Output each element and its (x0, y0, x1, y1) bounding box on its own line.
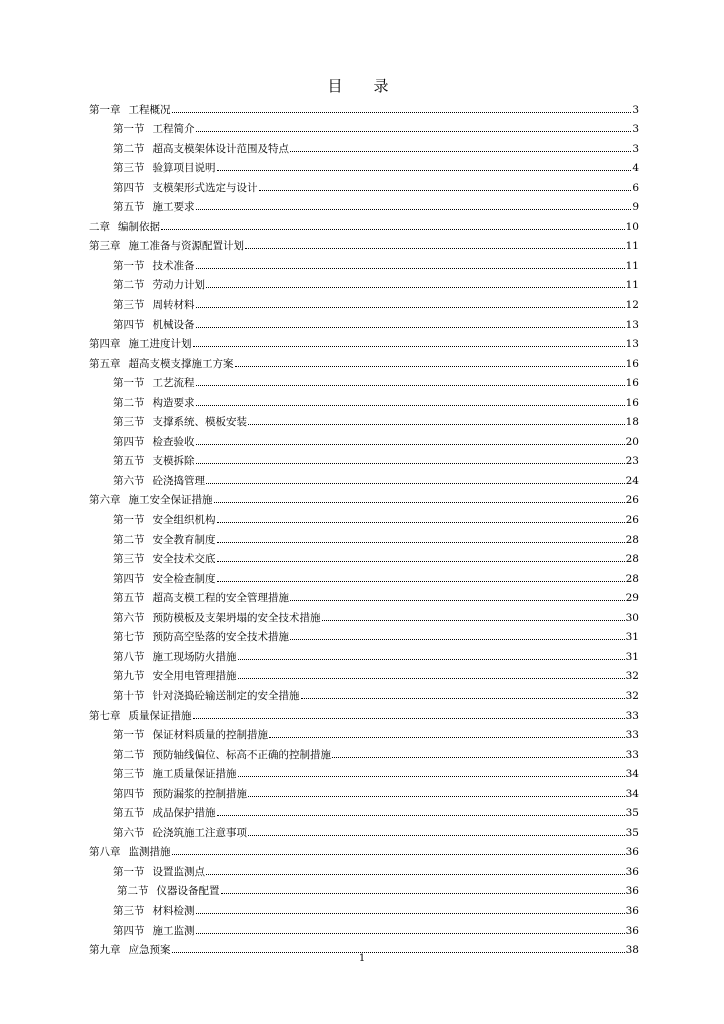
toc-entry-number: 第七节 (113, 631, 145, 644)
toc-entry-label (113, 455, 195, 467)
toc-entry-title: 材料检测 (152, 904, 195, 917)
toc-entry-number: 第四节 (113, 181, 145, 194)
toc-section-entry[interactable] (89, 409, 639, 429)
toc-entry-title: 构造要求 (152, 396, 195, 409)
toc-section-entry[interactable] (89, 761, 639, 781)
toc-section-entry[interactable] (89, 467, 639, 487)
toc-entry-label (113, 553, 216, 565)
toc-entry-label (113, 475, 205, 487)
toc-entry-label (113, 905, 195, 917)
toc-entry-page: 28 (625, 572, 639, 585)
toc-entry-page: 20 (625, 435, 639, 448)
toc-dot-leader (235, 366, 625, 367)
toc-dot-leader (217, 522, 625, 523)
toc-entry-page: 32 (625, 689, 639, 702)
toc-entry-number: 第二节 (113, 748, 145, 761)
toc-entry-number: 第三章 (89, 240, 121, 253)
toc-entry-title: 砼浇捣管理 (152, 474, 205, 487)
toc-entry-label (113, 377, 195, 389)
toc-section-entry[interactable] (89, 917, 639, 937)
toc-entry-number: 第二节 (113, 142, 145, 155)
toc-entry-title: 施工进度计划 (128, 338, 192, 351)
toc-section-entry[interactable] (89, 858, 639, 878)
toc-entry-title: 验算项目说明 (152, 162, 216, 175)
toc-entry-title: 工程概况 (128, 103, 171, 116)
toc-section-entry[interactable] (89, 878, 639, 898)
toc-entry-label (113, 592, 289, 604)
toc-entry-number: 第一节 (113, 865, 145, 878)
toc-entry-page: 35 (625, 807, 639, 820)
toc-entry-page: 34 (625, 787, 639, 800)
toc-dot-leader (196, 268, 625, 269)
toc-entry-label (113, 182, 258, 194)
toc-dot-leader (172, 112, 632, 113)
toc-dot-leader (172, 854, 625, 855)
toc-entry-number: 第三节 (113, 162, 145, 175)
toc-entry-number: 第五节 (113, 807, 145, 820)
toc-section-entry[interactable] (89, 174, 639, 194)
toc-section-entry[interactable] (89, 135, 639, 155)
toc-entry-title: 超高支模工程的安全管理措施 (152, 592, 289, 605)
toc-entry-number: 第一节 (113, 729, 145, 742)
toc-entry-page: 16 (625, 396, 639, 409)
toc-dot-leader (269, 737, 625, 738)
toc-entry-label (89, 221, 160, 233)
toc-entry-number: 第四章 (89, 338, 121, 351)
toc-dot-leader (196, 405, 625, 406)
toc-entry-label (113, 729, 268, 741)
toc-entry-number: 第一章 (89, 103, 121, 116)
toc-chapter-entry[interactable] (89, 233, 639, 253)
toc-section-entry[interactable] (89, 291, 639, 311)
toc-section-entry[interactable] (89, 428, 639, 448)
toc-entry-page: 38 (625, 944, 639, 957)
toc-dot-leader (196, 385, 625, 386)
toc-dot-leader (196, 913, 625, 914)
toc-entry-title: 预防高空坠落的安全技术措施 (152, 631, 289, 644)
toc-dot-leader (196, 327, 625, 328)
toc-entry-title: 安全技术交底 (152, 553, 216, 566)
toc-entry-label (113, 416, 247, 428)
toc-entry-title: 设置监测点 (152, 865, 205, 878)
toc-entry-page: 36 (625, 865, 639, 878)
toc-entry-label (89, 494, 213, 506)
toc-entry-label (113, 201, 195, 213)
toc-dot-leader (221, 893, 625, 894)
toc-entry-page: 11 (625, 279, 639, 292)
toc-entry-page: 13 (625, 338, 639, 351)
toc-entry-page: 6 (632, 181, 639, 194)
toc-section-entry[interactable] (89, 116, 639, 136)
toc-chapter-entry[interactable] (89, 96, 639, 116)
toc-dot-leader (196, 933, 625, 934)
toc-entry-number: 第三节 (113, 299, 145, 312)
toc-dot-leader (238, 659, 625, 660)
toc-entry-page: 10 (625, 220, 639, 233)
toc-entry-number: 第四节 (113, 572, 145, 585)
toc-entry-number: 第七章 (89, 709, 121, 722)
toc-entry-title: 质量保证措施 (128, 709, 192, 722)
toc-entry-label (113, 260, 195, 272)
toc-entry-number: 第三节 (113, 416, 145, 429)
toc-dot-leader (196, 307, 625, 308)
toc-entry-label (113, 436, 195, 448)
toc-section-entry[interactable] (89, 311, 639, 331)
toc-entry-number: 第五节 (113, 201, 145, 214)
toc-section-entry[interactable] (89, 800, 639, 820)
toc-entry-label (113, 788, 247, 800)
toc-entry-title: 安全检查制度 (152, 572, 216, 585)
toc-entry-page: 34 (625, 768, 639, 781)
toc-entry-number: 第四节 (113, 924, 145, 937)
toc-entry-number: 第九章 (89, 944, 121, 957)
toc-entry-page: 18 (625, 416, 639, 429)
toc-entry-label (113, 299, 195, 311)
toc-section-entry[interactable] (89, 448, 639, 468)
toc-entry-number: 第八节 (113, 650, 145, 663)
toc-entry-title: 预防模板及支架坍塌的安全技术措施 (152, 611, 321, 624)
toc-entry-label (89, 846, 171, 858)
toc-entry-label (113, 573, 216, 585)
toc-entry-label (113, 651, 237, 663)
toc-section-entry[interactable] (89, 604, 639, 624)
toc-entry-title: 施工要求 (152, 201, 195, 214)
toc-entry-number: 第二节 (117, 885, 149, 898)
toc-entry-number: 第二节 (113, 533, 145, 546)
toc-entry-number: 第五章 (89, 357, 121, 370)
page-title: 目 录 (327, 77, 397, 95)
toc-entry-label (113, 768, 237, 780)
toc-entry-title: 超高支模架体设计范围及特点 (152, 142, 289, 155)
toc-dot-leader (214, 502, 625, 503)
toc-dot-leader (217, 581, 625, 582)
toc-entry-label (89, 240, 244, 252)
toc-entry-label (89, 338, 192, 350)
toc-entry-title: 检查验收 (152, 435, 195, 448)
toc-entry-label (113, 866, 205, 878)
toc-entry-title: 施工现场防火措施 (152, 650, 237, 663)
toc-entry-number: 第三节 (113, 768, 145, 781)
toc-entry-number: 第一节 (113, 377, 145, 390)
toc-entry-page: 29 (625, 592, 639, 605)
toc-entry-title: 安全组织机构 (152, 514, 216, 527)
toc-entry-number: 第五节 (113, 592, 145, 605)
toc-entry-title: 安全用电管理措施 (152, 670, 237, 683)
toc-entry-title: 支模拆除 (152, 455, 195, 468)
toc-dot-leader (161, 229, 625, 230)
toc-section-entry[interactable] (89, 506, 639, 526)
toc-section-entry[interactable] (89, 682, 639, 702)
toc-dot-leader (248, 424, 625, 425)
toc-entry-page: 28 (625, 553, 639, 566)
toc-section-entry[interactable] (89, 741, 639, 761)
toc-entry-label (89, 710, 192, 722)
toc-entry-page: 36 (625, 885, 639, 898)
toc-section-entry[interactable] (89, 526, 639, 546)
toc-dot-leader (259, 190, 632, 191)
toc-dot-leader (290, 151, 631, 152)
toc-dot-leader (322, 620, 625, 621)
toc-entry-page: 23 (625, 455, 639, 468)
toc-entry-number: 第四节 (113, 787, 145, 800)
toc-chapter-entry[interactable] (89, 331, 639, 351)
toc-section-entry[interactable] (89, 897, 639, 917)
toc-entry-page: 12 (625, 299, 639, 312)
toc-entry-page: 31 (625, 650, 639, 663)
toc-entry-title: 机械设备 (152, 318, 195, 331)
toc-entry-page: 11 (625, 259, 639, 272)
toc-entry-page: 28 (625, 533, 639, 546)
toc-section-entry[interactable] (89, 565, 639, 585)
toc-entry-title: 成品保护措施 (152, 807, 216, 820)
toc-dot-leader (238, 678, 625, 679)
toc-entry-page: 11 (625, 240, 639, 253)
toc-entry-title: 施工准备与资源配置计划 (128, 240, 244, 253)
toc-entry-page: 33 (625, 748, 639, 761)
toc-entry-number: 第五节 (113, 455, 145, 468)
toc-entry-label (113, 612, 321, 624)
toc-entry-label (113, 631, 289, 643)
toc-entry-title: 支撑系统、模板安装 (152, 416, 247, 429)
toc-dot-leader (206, 874, 625, 875)
toc-entry-title: 砼浇筑施工注意事项 (152, 826, 247, 839)
toc-entry-number: 第二节 (113, 279, 145, 292)
toc-entry-number: 第一节 (113, 259, 145, 272)
toc-dot-leader (238, 776, 625, 777)
toc-dot-leader (206, 483, 625, 484)
toc-entry-label (113, 279, 205, 291)
toc-entry-page: 31 (625, 631, 639, 644)
page-number: 1 (358, 953, 366, 964)
toc-entry-label (113, 514, 216, 526)
toc-section-entry[interactable] (89, 624, 639, 644)
toc-entry-page: 26 (625, 494, 639, 507)
toc-dot-leader (193, 346, 625, 347)
toc-entry-label (113, 123, 195, 135)
toc-entry-page: 13 (625, 318, 639, 331)
toc-entry-number: 第八章 (89, 846, 121, 859)
toc-section-entry[interactable] (89, 722, 639, 742)
toc-entry-page: 26 (625, 514, 639, 527)
toc-entry-label (113, 925, 195, 937)
toc-entry-title: 针对浇捣砼输送制定的安全措施 (152, 689, 300, 702)
toc-entry-title: 支模架形式选定与设计 (152, 181, 258, 194)
toc-entry-label (113, 749, 331, 761)
toc-section-entry[interactable] (89, 370, 639, 390)
toc-entry-label (117, 885, 220, 897)
toc-entry-page: 3 (632, 142, 639, 155)
toc-dot-leader (245, 248, 625, 249)
toc-section-entry[interactable] (89, 194, 639, 214)
toc-entry-label (113, 670, 237, 682)
toc-entry-page: 3 (632, 123, 639, 136)
toc-entry-number: 第六节 (113, 611, 145, 624)
toc-entry-page: 24 (625, 474, 639, 487)
toc-entry-title: 保证材料质量的控制措施 (152, 729, 268, 742)
toc-dot-leader (290, 600, 625, 601)
toc-entry-page: 35 (625, 826, 639, 839)
toc-entry-label (89, 358, 234, 370)
toc-dot-leader (196, 463, 625, 464)
toc-dot-leader (217, 170, 632, 171)
toc-chapter-entry[interactable] (89, 213, 639, 233)
toc-entry-page: 36 (625, 904, 639, 917)
toc-entry-title: 仪器设备配置 (156, 885, 220, 898)
toc-entry-title: 工程简介 (152, 123, 195, 136)
toc-entry-page: 32 (625, 670, 639, 683)
toc-entry-page: 9 (632, 201, 639, 214)
toc-entry-title: 周转材料 (152, 299, 195, 312)
toc-entry-label (89, 104, 171, 116)
toc-entry-label (113, 397, 195, 409)
toc-entry-number: 第三节 (113, 553, 145, 566)
toc-entry-label (113, 319, 195, 331)
toc-dot-leader (248, 835, 625, 836)
toc-entry-number: 第六节 (113, 826, 145, 839)
toc-entry-title: 超高支模支撑施工方案 (128, 357, 234, 370)
toc-entry-label (113, 162, 216, 174)
toc-entry-number: 第一节 (113, 514, 145, 527)
table-of-contents (89, 96, 639, 956)
toc-dot-leader (193, 718, 625, 719)
toc-entry-title: 施工安全保证措施 (128, 494, 213, 507)
toc-entry-number: 第二节 (113, 396, 145, 409)
toc-entry-title: 预防漏浆的控制措施 (152, 787, 247, 800)
toc-entry-title: 编制依据 (118, 220, 160, 233)
toc-dot-leader (217, 815, 625, 816)
toc-dot-leader (217, 542, 625, 543)
toc-entry-title: 监测措施 (128, 846, 171, 859)
toc-dot-leader (290, 639, 625, 640)
toc-section-entry[interactable] (89, 643, 639, 663)
toc-entry-number: 第九节 (113, 670, 145, 683)
toc-entry-page: 36 (625, 924, 639, 937)
toc-chapter-entry[interactable] (89, 702, 639, 722)
toc-dot-leader (196, 209, 632, 210)
toc-entry-title: 工艺流程 (152, 377, 195, 390)
toc-entry-page: 33 (625, 729, 639, 742)
toc-section-entry[interactable] (89, 155, 639, 175)
toc-entry-number: 第六章 (89, 494, 121, 507)
toc-dot-leader (206, 287, 625, 288)
toc-dot-leader (196, 444, 625, 445)
toc-section-entry[interactable] (89, 819, 639, 839)
toc-entry-label (113, 807, 216, 819)
toc-section-entry[interactable] (89, 585, 639, 605)
toc-section-entry[interactable] (89, 272, 639, 292)
toc-entry-page: 16 (625, 357, 639, 370)
toc-entry-number: 第十节 (113, 689, 145, 702)
toc-section-entry[interactable] (89, 389, 639, 409)
toc-entry-title: 劳动力计划 (152, 279, 205, 292)
toc-entry-number: 第一节 (113, 123, 145, 136)
toc-entry-number: 二章 (89, 220, 110, 233)
toc-section-entry[interactable] (89, 780, 639, 800)
toc-entry-label (113, 534, 216, 546)
toc-entry-number: 第六节 (113, 474, 145, 487)
toc-section-entry[interactable] (89, 663, 639, 683)
toc-entry-number: 第四节 (113, 318, 145, 331)
toc-chapter-entry[interactable] (89, 839, 639, 859)
toc-dot-leader (196, 131, 632, 132)
toc-entry-title: 预防轴线偏位、标高不正确的控制措施 (152, 748, 331, 761)
toc-entry-title: 技术准备 (152, 259, 195, 272)
toc-dot-leader (301, 698, 625, 699)
toc-entry-label (113, 690, 300, 702)
toc-entry-page: 4 (632, 162, 639, 175)
toc-entry-page: 36 (625, 846, 639, 859)
toc-entry-title: 施工监测 (152, 924, 195, 937)
toc-chapter-entry[interactable] (89, 350, 639, 370)
toc-entry-number: 第四节 (113, 435, 145, 448)
toc-dot-leader (332, 757, 625, 758)
toc-entry-label (113, 143, 289, 155)
toc-entry-page: 33 (625, 709, 639, 722)
toc-dot-leader (248, 796, 625, 797)
toc-entry-page: 3 (632, 103, 639, 116)
toc-section-entry[interactable] (89, 252, 639, 272)
toc-entry-title: 施工质量保证措施 (152, 768, 237, 781)
toc-entry-title: 安全教育制度 (152, 533, 216, 546)
toc-entry-page: 30 (625, 611, 639, 624)
toc-chapter-entry[interactable] (89, 487, 639, 507)
toc-entry-title: 应急预案 (128, 944, 171, 957)
toc-entry-label (113, 827, 247, 839)
toc-entry-page: 16 (625, 377, 639, 390)
toc-section-entry[interactable] (89, 546, 639, 566)
toc-dot-leader (217, 561, 625, 562)
toc-entry-number: 第三节 (113, 904, 145, 917)
